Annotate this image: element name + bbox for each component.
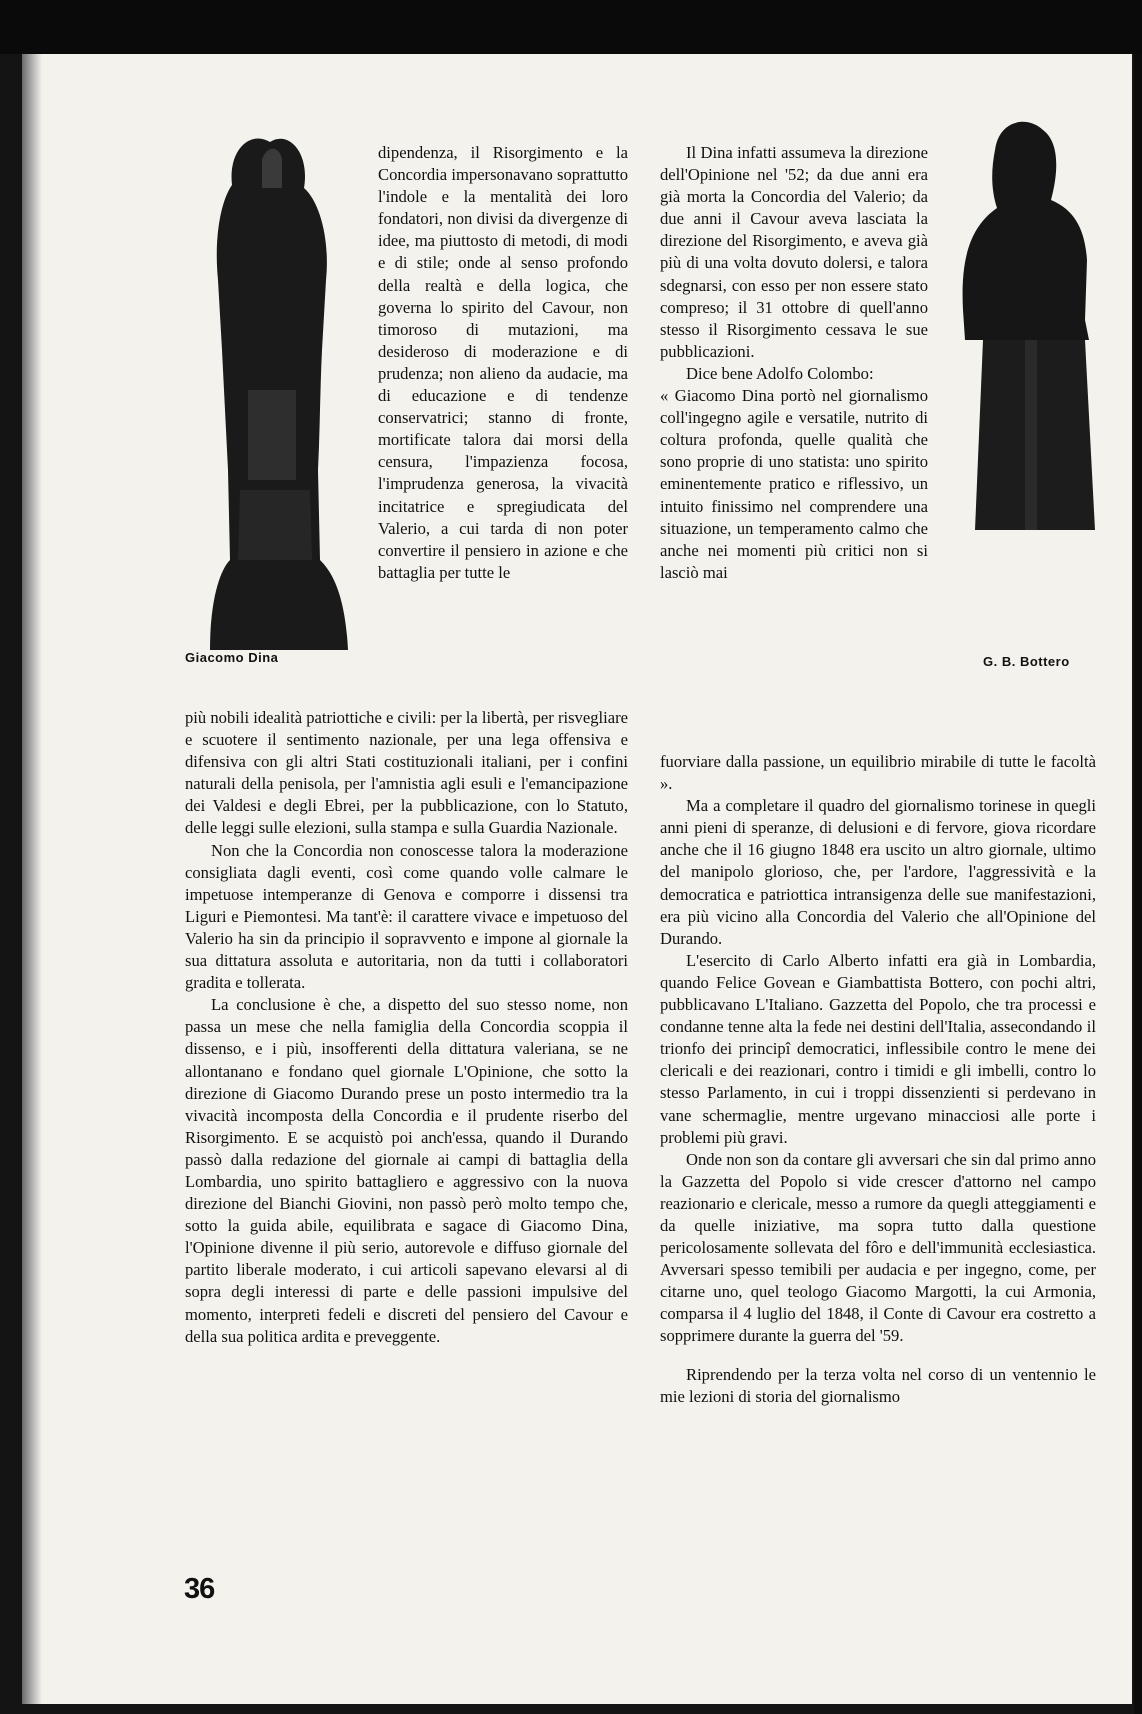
right-paragraph-1: Il Dina infatti assumeva la direzione dell'Opinione nel '52; da due anni era già morta la Concordia del Valerio; da due anni il Cavour aveva lasciata la direzione del Risorgimento, e aveva già più di una volta dovuto dolersi, e talora sdegnarsi, con esso per non essere stato compreso; il 31 ottobre di quell'anno stesso il Risorgimento cessava le sue pubblicazioni. xyxy=(660,143,928,361)
statue-photo-giacomo-dina xyxy=(170,90,385,710)
right-column-wide xyxy=(660,751,1096,1408)
page-number: 36 xyxy=(184,1573,215,1605)
statue-photo-bottero xyxy=(935,90,1110,530)
left-column-narrow xyxy=(378,142,628,584)
right-quote-end: fuorviare dalla passione, un equilibrio mirabile di tutte le facoltà ». xyxy=(660,752,1096,794)
page-binding-shadow xyxy=(22,54,42,1704)
left-paragraph-1-start: dipendenza, il Risorgimento e la Concordia impersonavano soprattutto l'indole e la mentalità dei loro fondatori, non divisi da divergenze di idee, ma piuttosto di metodi, di modi e di stile; onde al senso profondo della realtà e della logica, che governa lo spirito del Cavour, non timoroso di mutazioni, ma desideroso di moderazione e di prudenza; non alieno da audacie, ma di educazione e di tendenze conservatrici; stanno di fronte, mortificate talora dai morsi della censura, l'impazienza focosa, l'imprudenza generosa, la vivacità incitatrice e spregiudicata del Valerio, a cui tarda di non poter convertire il pensiero in azione e che battaglia per tutte le xyxy=(378,143,628,582)
scan-right-border xyxy=(1134,54,1142,1714)
scan-top-border xyxy=(0,0,1142,54)
left-column-wide xyxy=(185,707,628,1348)
right-paragraph-7: Riprendendo per la terza volta nel corso di un ventennio le mie lezioni di storia del giornalismo xyxy=(660,1364,1096,1406)
right-paragraph-4: Ma a completare il quadro del giornalismo torinese in quegli anni pieni di speranze, di delusioni e di fervore, giova ricordare anche che il 16 giugno 1848 era uscito un altro giornale, ultimo del manipolo glorioso, che, per l'ardore, l'aggressività e la democratica e patriottica intransigenza delle sue manifestazioni, era più vicino alla Concordia del Valerio che all'Opinione del Durando. xyxy=(660,796,1096,948)
left-paragraph-3: La conclusione è che, a dispetto del suo stesso nome, non passa un mese che nella famiglia della Concordia scoppia il dissenso, e i più, insofferenti della dittatura valeriana, se ne allontanano e fondano quel giornale L'Opinione, che sotto la direzione di Giacomo Durando prese un posto intermedio tra la vivacità incomposta della Concordia e il prudente riserbo del Risorgimento. E se acquistò poi anch'essa, quando il Durando passò dalla redazione del giornale ai campi di battaglia della Lombardia, uno spirito battagliero e aggressivo con la nuova direzione del Bianchi Giovini, non passò però molto tempo che, sotto la guida abile, equilibrata e sagace di Giacomo Dina, l'Opinione divenne il più serio, autorevole e diffuso giornale del partito liberale moderato, i cui articoli sapevano elevarsi al di sopra degli interessi di parte e delle passioni impulsive del momento, interpreti fedeli e discreti del pensiero del Cavour e della sua politica ardita e preveggente. xyxy=(185,995,628,1346)
left-paragraph-2: Non che la Concordia non conoscesse talora la moderazione consigliata dagli eventi, così come quando volle calmare le impetuose intemperanze di Genova e comporre i dissensi tra Liguri e Piemontesi. Ma tant'è: il carattere vivace e impetuoso del Valerio ha sin da principio il sopravvento e impone al giornale la sua dittatura assoluta e autoritaria, non da tutti i collaboratori gradita e tollerata. xyxy=(185,840,628,993)
caption-left: Giacomo Dina xyxy=(185,650,279,665)
right-paragraph-2: Dice bene Adolfo Colombo: xyxy=(686,363,874,383)
left-paragraph-1-end: più nobili idealità patriottiche e civili: per la libertà, per risvegliare e scuotere il sentimento nazionale, per una lega offensiva e difensiva con gli altri Stati costituzionali italiani, per i confini naturali della penisola, per l'amnistia agli esuli e l'emancipazione dei Valdesi e degli Ebrei, per la pubblicazione, con lo Statuto, delle leggi sulle elezioni, sulla stampa e sulla Guardia Nazionale. xyxy=(185,708,628,838)
right-column-narrow xyxy=(660,142,928,584)
right-paragraph-5: L'esercito di Carlo Alberto infatti era già in Lombardia, quando Felice Govean e Giambattista Bottero, con pochi altri, pubblicavano L'Italiano. Gazzetta del Popolo, che tra processi e condanne tenne alta la fede nei destini dell'Italia, assecondando il trionfo dei principî democratici, inflessibile contro le mene dei clericali e dei reazionari, contro i timidi e gli imbelli, contro lo stesso Parlamento, in cui i troppi dissenzienti si perdevano in vane schermaglie, mentre urgevano minacciosi alle porte i problemi più gravi. xyxy=(660,950,1096,1147)
right-quote-start: « Giacomo Dina portò nel giornalismo coll'ingegno agile e versatile, nutrito di coltura profonda, quelle qualità che sono proprie di uno statista: uno spirito eminentemente pratico e riflessivo, un intuito finissimo nel comprendere una situazione, un temperamento calmo che anche nei momenti più critici non si lasciò mai xyxy=(660,386,928,582)
caption-right: G. B. Bottero xyxy=(983,654,1070,669)
right-paragraph-6: Onde non son da contare gli avversari che sin dal primo anno la Gazzetta del Popolo si vide crescer d'attorno nel campo reazionario e clericale, messo a rumore da quegli atteggiamenti e da quelle iniziative, ma sopra tutto dalla questione pericolosamente sollevata del fôro e dell'immunità ecclesiastica. Avversari spesso temibili per audacia e per ingegno, come, per citarne uno, quel teologo Giacomo Margotti, la cui Armonia, comparsa il 4 luglio del 1848, il Conte di Cavour era costretto a sopprimere durante la guerra del '59. xyxy=(660,1149,1096,1346)
